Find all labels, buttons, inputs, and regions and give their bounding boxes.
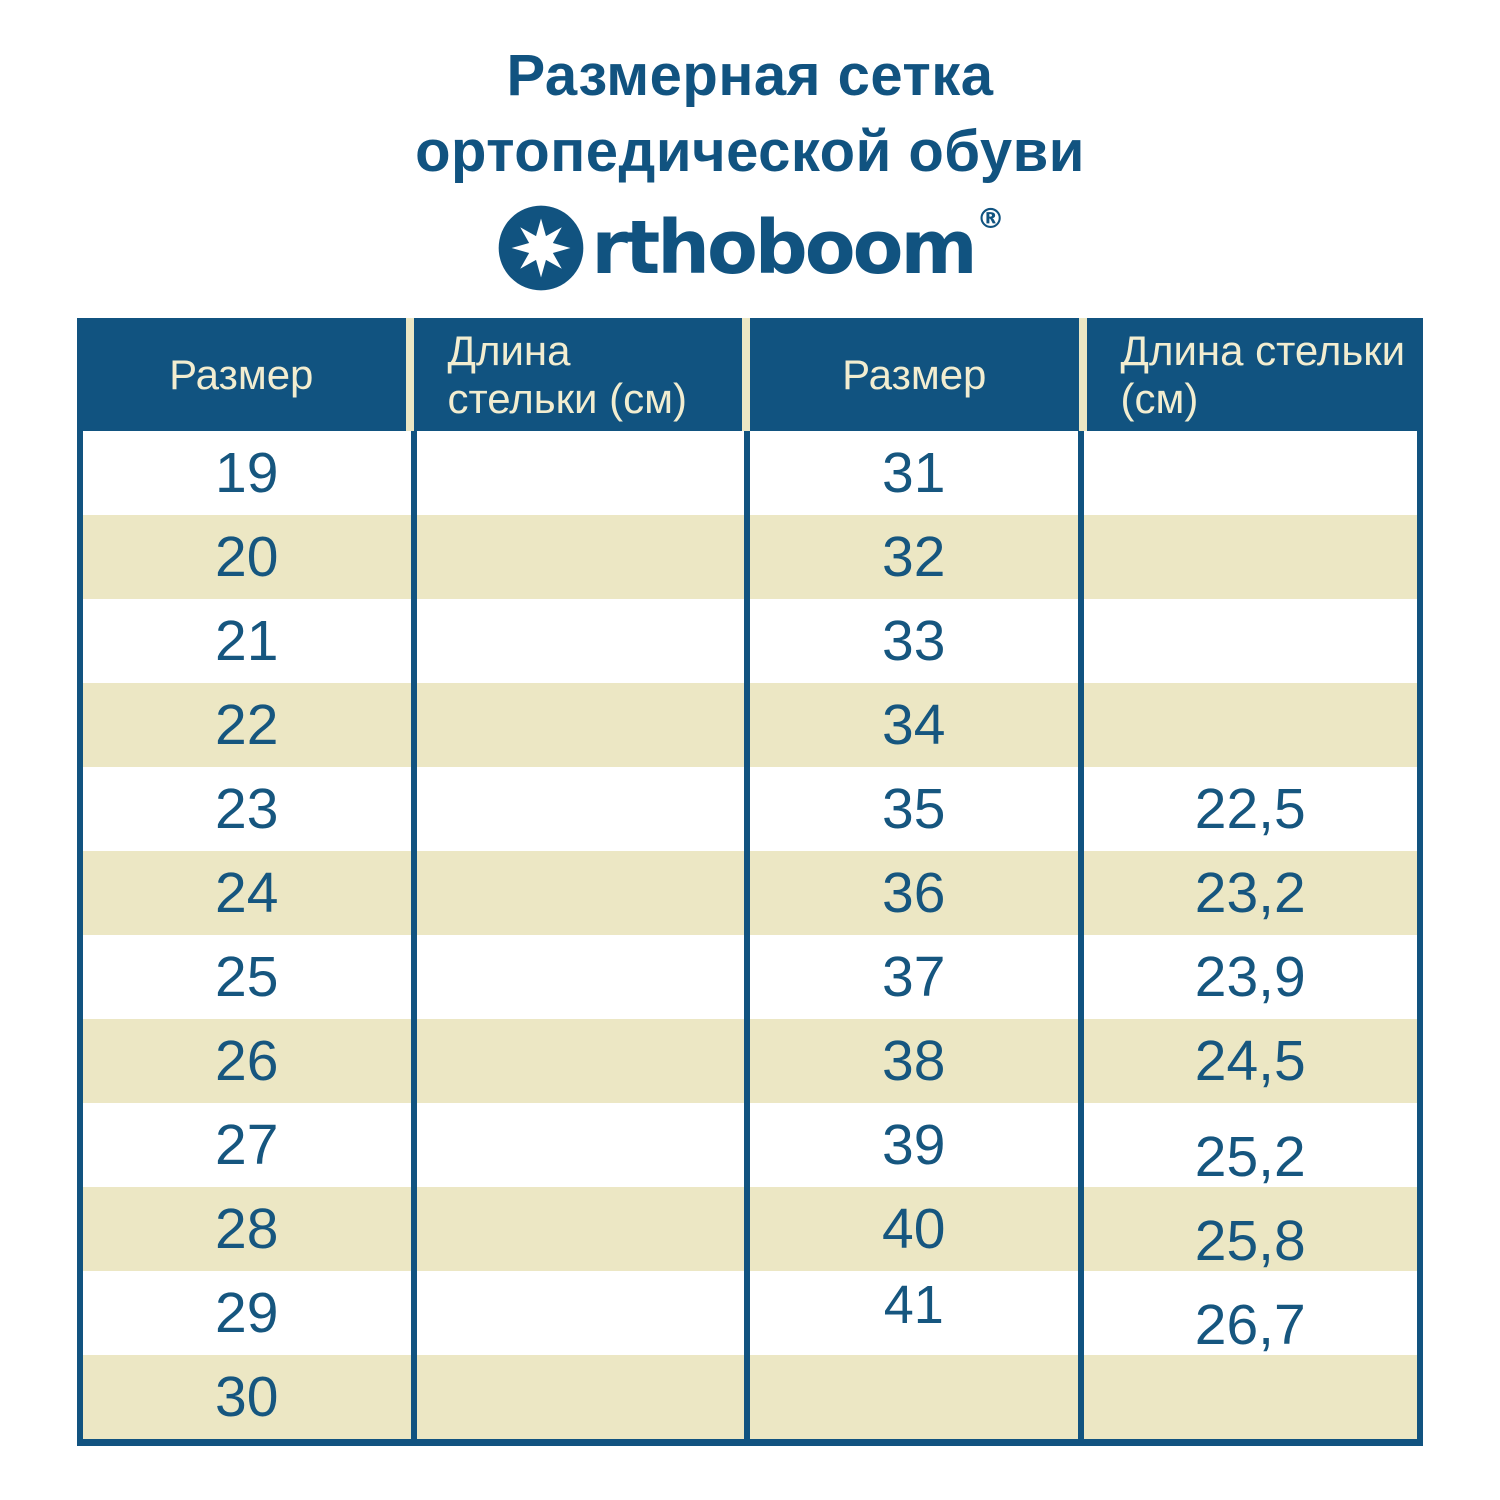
insole-left-cell bbox=[417, 431, 751, 515]
insole-right-cell bbox=[1084, 431, 1418, 515]
page-title-line2: ортопедической обуви bbox=[415, 119, 1085, 184]
size-left-cell: 28 bbox=[83, 1187, 417, 1271]
table-row bbox=[83, 431, 1417, 515]
table-row bbox=[83, 1271, 1417, 1355]
insole-left-cell bbox=[417, 851, 751, 935]
size-left-cell: 27 bbox=[83, 1103, 417, 1187]
table-row bbox=[83, 1355, 1417, 1439]
size-left-cell: 23 bbox=[83, 767, 417, 851]
size-right-cell: 40 bbox=[750, 1187, 1084, 1271]
insole-right-cell: 23,2 bbox=[1194, 861, 1306, 925]
header-insole-right: Длина стельки (см) bbox=[1087, 318, 1424, 431]
insole-left-cell bbox=[417, 683, 751, 767]
size-right-cell: 37 bbox=[750, 935, 1084, 1019]
page-title bbox=[0, 0, 1500, 296]
size-left-cell: 24 bbox=[83, 851, 417, 935]
insole-left-cell bbox=[417, 515, 751, 599]
page-title-line1: Размерная сетка bbox=[506, 43, 994, 108]
insole-right-cell bbox=[1084, 1355, 1418, 1439]
header-size-right: Размер bbox=[750, 318, 1087, 431]
insole-right-cell bbox=[1084, 599, 1418, 683]
table-row bbox=[83, 683, 1417, 767]
size-right-cell: 34 bbox=[750, 683, 1084, 767]
size-left-cell: 25 bbox=[83, 935, 417, 1019]
insole-right-cell: 25,2 bbox=[1194, 1125, 1306, 1189]
table-row bbox=[83, 599, 1417, 683]
table-row bbox=[83, 1019, 1417, 1103]
insole-right-cell: 26,7 bbox=[1194, 1293, 1306, 1357]
insole-left-cell bbox=[417, 599, 751, 683]
header-size-left: Размер bbox=[77, 318, 414, 431]
size-right-cell: 39 bbox=[750, 1103, 1084, 1187]
size-right-cell: 38 bbox=[750, 1019, 1084, 1103]
size-left-cell: 30 bbox=[83, 1355, 417, 1439]
table-header-row bbox=[77, 318, 1423, 431]
size-right-cell bbox=[750, 1355, 1084, 1439]
table-row bbox=[83, 851, 1417, 935]
size-right-cell: 35 bbox=[750, 767, 1084, 851]
brand-name-text: rthoboom bbox=[591, 205, 975, 291]
table-row bbox=[83, 767, 1417, 851]
insole-left-cell bbox=[417, 1355, 751, 1439]
insole-right-cell bbox=[1084, 683, 1418, 767]
insole-right-cell: 22,5 bbox=[1194, 777, 1306, 841]
size-right-cell: 32 bbox=[750, 515, 1084, 599]
table-row bbox=[83, 935, 1417, 1019]
size-left-cell: 26 bbox=[83, 1019, 417, 1103]
table-row bbox=[83, 1103, 1417, 1187]
size-left-cell: 21 bbox=[83, 599, 417, 683]
size-right-cell: 33 bbox=[750, 599, 1084, 683]
table-body bbox=[77, 431, 1423, 1446]
insole-right-cell: 23,9 bbox=[1194, 945, 1306, 1009]
insole-left-cell bbox=[417, 1271, 751, 1355]
header-insole-left: Длина стельки (см) bbox=[414, 318, 751, 431]
insole-right-cell: 25,8 bbox=[1194, 1209, 1306, 1273]
insole-right-cell bbox=[1084, 515, 1418, 599]
size-right-cell: 41 bbox=[750, 1271, 1084, 1355]
registered-trademark-icon: ® bbox=[976, 202, 1005, 235]
size-left-cell: 29 bbox=[83, 1271, 417, 1355]
insole-left-cell bbox=[417, 935, 751, 1019]
orthoboom-star-icon bbox=[495, 202, 587, 294]
table-row bbox=[83, 1187, 1417, 1271]
insole-left-cell bbox=[417, 1187, 751, 1271]
size-right-cell: 36 bbox=[750, 851, 1084, 935]
insole-left-cell bbox=[417, 1019, 751, 1103]
size-chart-table bbox=[77, 318, 1423, 1446]
size-left-cell: 20 bbox=[83, 515, 417, 599]
size-right-cell: 31 bbox=[750, 431, 1084, 515]
insole-right-cell: 24,5 bbox=[1194, 1029, 1306, 1093]
size-left-cell: 22 bbox=[83, 683, 417, 767]
insole-left-cell bbox=[417, 1103, 751, 1187]
brand-logo bbox=[0, 200, 1500, 296]
table-row bbox=[83, 515, 1417, 599]
insole-left-cell bbox=[417, 767, 751, 851]
size-left-cell: 19 bbox=[83, 431, 417, 515]
